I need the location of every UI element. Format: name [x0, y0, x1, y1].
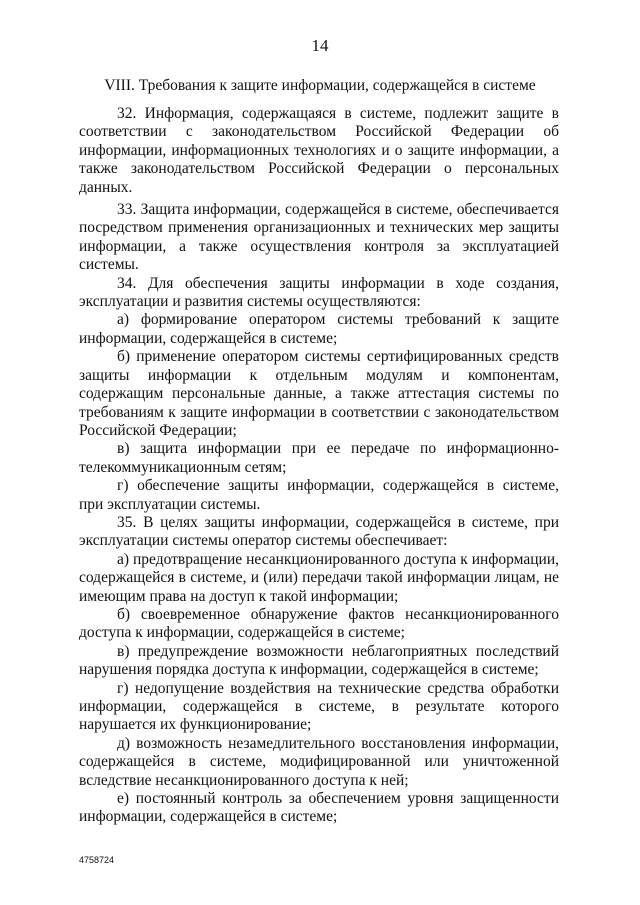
section-heading: VIII. Требования к защите информации, содержащейся в системе — [104, 77, 536, 94]
paragraph-35-e: е) постоянный контроль за обеспечением уровня защищенности информации, содержащейся в системе; — [79, 790, 559, 826]
paragraph-35-a: а) предотвращение несанкционированного доступа к информации, содержащейся в системе, и (или) передачи такой информации лицам, не имеющим права на доступ к такой информации; — [79, 550, 559, 605]
paragraph-34-a: а) формирование оператором системы требований к защите информации, содержащейся в системе; — [79, 311, 559, 347]
paragraph-35-b: б) своевременное обнаружение фактов несанкционированного доступа к информации, содержащейся в системе; — [79, 605, 559, 642]
paragraph-34-v: в) защита информации при ее передаче по информационно-телекоммуникационным сетям; — [79, 440, 559, 476]
paragraph-34-b: б) применение оператором системы сертифицированных средств защиты информации к отдельным модулям и компонентам, содержащим персональные данные, а также аттестация системы по требованиям к защите информации в соответствии с законодательством Российской Федерации; — [79, 348, 559, 439]
page-number: 14 — [311, 36, 329, 55]
paragraph-35-d: д) возможность незамедлительного восстановления информации, содержащейся в системе, модифицированной или уничтоженной вследствие несанкционированного доступа к ней; — [79, 734, 559, 789]
paragraph-35-v: в) предупреждение возможности неблагоприятных последствий нарушения порядка доступа к информации, содержащейся в системе; — [79, 642, 559, 679]
document-body — [79, 105, 559, 827]
paragraph-34-g: г) обеспечение защиты информации, содержащейся в системе, при эксплуатации системы. — [79, 477, 559, 513]
paragraph-34: 34. Для обеспечения защиты информации в ходе создания, эксплуатации и развития системы осуществляются: — [79, 274, 559, 311]
paragraph-33: 33. Защита информации, содержащейся в системе, обеспечивается посредством применения организационных и технических мер защиты информации, а также осуществления контроля за эксплуатацией системы. — [79, 201, 559, 274]
paragraph-35-g: г) недопущение воздействия на технические средства обработки информации, содержащейся в системе, в результате которого нарушается их функционирование; — [79, 679, 559, 734]
paragraph-35: 35. В целях защиты информации, содержащейся в системе, при эксплуатации системы оператор системы обеспечивает: — [79, 513, 559, 550]
document-number: 4758724 — [79, 855, 115, 865]
paragraph-32: 32. Информация, содержащаяся в системе, подлежит защите в соответствии с законодательством Российской Федерации об информации, информационных технологиях и о защите информации, а также законодательством Российской Федерации о персональных данных. — [79, 105, 559, 196]
